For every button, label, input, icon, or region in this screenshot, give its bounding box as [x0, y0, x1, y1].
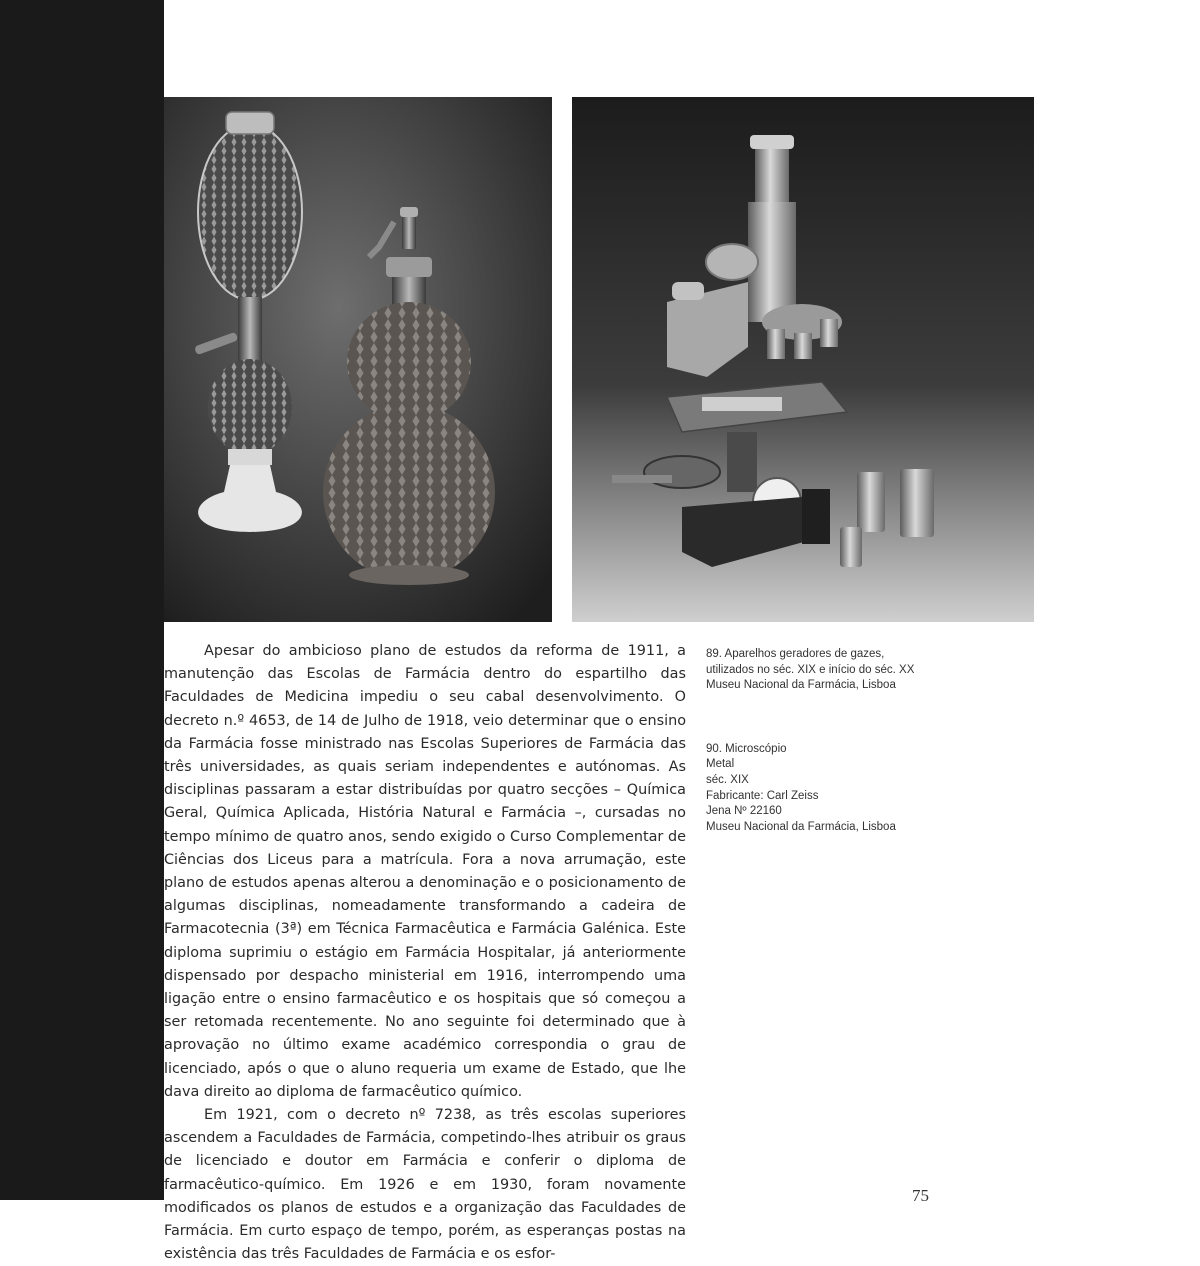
photo-gas-generators	[164, 97, 552, 622]
page-number: 75	[912, 1186, 929, 1205]
gas-generators-illustration	[164, 97, 552, 622]
microscope-illustration	[572, 97, 1034, 622]
body-paragraph-1: Apesar do ambicioso plano de estudos da reforma de 1911, a manutenção das Escolas de Farmácia dentro do espartilho das Faculdades de Medicina impediu o seu cabal desenvolvimento. O decreto n.º 4653, de 14 de Julho de 1918, veio determinar que o ensino da Farmácia fosse ministrado nas Escolas Superiores de Farmácia das três universidades, as quais seriam independentes e autónomas. As disciplinas passaram a estar distribuídas por quatro secções – Química Geral, Química Aplicada, História Natural e Farmácia –, cursadas no tempo mínimo de quatro anos, sendo exigido o Curso Complementar de Ciências dos Liceus para a matrícula. Fora a nova arrumação, este plano de estudos apenas alterou a denominação e o posicionamento de algumas disciplinas, nomeadamente transformando a cadeira de Farmacotecnia (3ª) em Técnica Farmacêutica e Farmácia Galénica. Este diploma suprimiu o estágio em Farmácia Hospitalar, já anteriormente dispensado por despacho ministerial em 1916, interrompendo uma ligação entre o ensino farmacêutico e os hospitais que só começou a ser retomada recentemente. No ano seguinte foi determinado que à aprovação no último exame académico correspondia o grau de licenciado, após o que o aluno requeria um exame de Estado, que lhe dava direito ao diploma de farmacêutico químico.	[164, 643, 686, 1100]
caption-90	[706, 742, 946, 836]
photo-microscope	[572, 97, 1034, 622]
caption-90-line-3: séc. XIX	[706, 773, 749, 786]
caption-90-line-5: Jena Nº 22160	[706, 805, 782, 818]
figure-captions	[706, 647, 946, 883]
caption-89-line-1: 89. Aparelhos geradores de gazes,	[706, 648, 885, 660]
caption-90-line-2: Metal	[706, 758, 735, 771]
body-paragraph-2: Em 1921, com o decreto nº 7238, as três escolas superiores ascendem a Faculdades de Farmácia, competindo-lhes atribuir os graus de licenciado e doutor em Farmácia e conferir o diploma de farmacêutico-químico. Em 1926 e em 1930, foram novamente modificados os planos de estudos e a organização das Faculdades de Farmácia. Em curto espaço de tempo, porém, as esperanças postas na existência das três Faculdades de Farmácia e os esfor-	[164, 1107, 686, 1263]
caption-89-line-2: utilizados no séc. XIX e início do séc. XX	[706, 663, 915, 676]
caption-90-line-4: Fabricante: Carl Zeiss	[706, 789, 819, 802]
right-page-margin	[1034, 0, 1200, 1200]
caption-90-line-1: 90. Microscópio	[706, 742, 787, 755]
caption-90-line-6: Museu Nacional da Farmácia, Lisboa	[706, 820, 896, 833]
left-scan-margin	[0, 0, 164, 1200]
caption-89-line-3: Museu Nacional da Farmácia, Lisboa	[706, 679, 896, 692]
caption-89	[706, 647, 946, 694]
body-text	[164, 640, 686, 1266]
